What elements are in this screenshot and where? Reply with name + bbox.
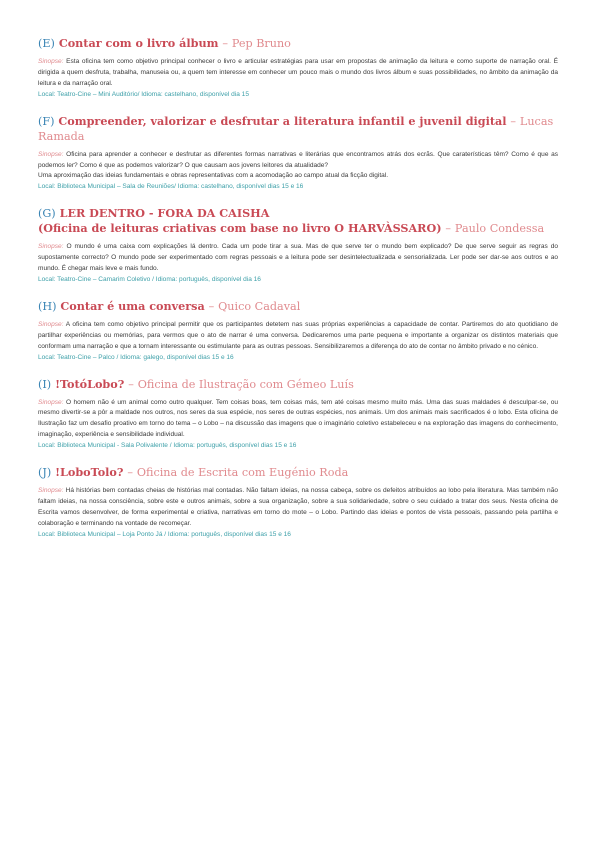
workshop-letter: (J) (38, 466, 52, 480)
workshop-title (38, 206, 558, 236)
workshop-list (38, 36, 558, 554)
workshop-synopsis (38, 57, 558, 90)
workshop-name: LER DENTRO - FORA DA CAISHA (59, 206, 270, 221)
workshop-author: Quico Cadaval (218, 299, 301, 313)
workshop-letter: (I) (38, 377, 52, 391)
workshop-name: Contar com o livro álbum (58, 36, 219, 50)
workshop-i (38, 377, 558, 453)
workshop-location: Local: Teatro-Cine – Mini Auditório/ Idioma: castelhano, disponível dia 15 (38, 90, 249, 98)
workshop-synopsis (38, 398, 558, 442)
workshop-author: Pep Bruno (231, 37, 291, 50)
workshop-title (38, 299, 558, 314)
synopsis-text: Esta oficina tem como objetivo principal conhecer o livro e articular estratégias para usar em propostas de animação da leitura e como suporte de narração oral. É dirigida a quem desfruta, trabalha, manuseia ou, a quem tem interesse em conhecer um pouco mais o mundo dos livros álbum e suas possibilidades, no âmbito da animação da leitura e da narração oral. (38, 58, 558, 87)
workshop-author: Oficina de Ilustração com Gémeo Luís (137, 377, 354, 391)
sinopse-label: Sinopse: (38, 150, 64, 158)
sinopse-label: Sinopse: (38, 320, 64, 328)
workshop-letter: (H) (38, 299, 57, 313)
workshop-location: Local: Biblioteca Municipal – Loja Ponto Já / Idioma: português, disponível dias 15 e 16 (38, 530, 291, 538)
workshop-letter: (F) (38, 114, 55, 128)
workshop-name: !TotóLobo? (55, 376, 125, 391)
title-dash: – (128, 377, 134, 391)
synopsis-text: O mundo é uma caixa com explicações lá dentro. Cada um pode tirar a sua. Mas de que serve ter o mundo bem explicado? De que serve seguir as regras do supostamente correcto? O mundo pode ser experimentado com regras pessoais e a leitura pode ser desintelectualizada e sensorializada. Ler pode ser dar-se aos outros e ao mundo. É chegar mais leve e mais fundo. (38, 243, 558, 273)
workshop-location: Local: Biblioteca Municipal – Sala de Reuniões/ Idioma: castelhano, disponível dias 15 e 16 (38, 183, 304, 191)
workshop-author: Paulo Condessa (454, 222, 545, 236)
title-dash: – (127, 466, 133, 480)
workshop-f (38, 114, 558, 194)
synopsis-text: Oficina para aprender a conhecer e desfrutar as diferentes formas narrativas e literárias que encontramos atrás dos ecrãs. Que caraterísticas têm? Como é que as podemos ler? Como é que as podemos valorizar? O que causam aos jovens leitores da atualidade? (38, 150, 558, 169)
workshop-j (38, 465, 558, 541)
sinopse-label: Sinopse: (38, 398, 64, 406)
workshop-subtitle: (Oficina de leituras criativas com base no livro O HARVÀSSARO) (38, 221, 442, 236)
title-dash: – (510, 114, 517, 128)
workshop-name: !LoboTolo? (55, 465, 124, 480)
workshop-synopsis (38, 486, 558, 530)
workshop-synopsis (38, 150, 558, 172)
workshop-title (38, 36, 558, 51)
sinopse-label: Sinopse: (38, 487, 64, 495)
workshop-author: Lucas Ramada (38, 114, 554, 143)
workshop-h (38, 299, 558, 364)
workshop-title (38, 465, 558, 480)
sinopse-label: Sinopse: (38, 58, 64, 65)
workshop-location: Local: Biblioteca Municipal - Sala Polivalente / Idioma: português, disponível dias 15 e 16 (38, 442, 297, 450)
title-dash: – (445, 222, 452, 236)
workshop-title (38, 377, 558, 392)
workshop-g (38, 206, 558, 286)
workshop-name: Contar é uma conversa (60, 298, 205, 313)
sinopse-label: Sinopse: (38, 243, 64, 251)
workshop-synopsis (38, 242, 558, 275)
workshop-e (38, 36, 558, 101)
workshop-name: Compreender, valorizar e desfrutar a literatura infantil e juvenil digital (58, 113, 507, 128)
workshop-letter: (G) (38, 207, 56, 221)
synopsis-text: Há histórias bem contadas cheias de histórias mal contadas. Não faltam ideias, na nossa cabeça, sobre os defeitos atribuídos ao lobo pela literatura. Mas também não faltam ideias, na nossa consciência, sobre este e outros animais, sobre a sua organização, sobre a sua solidariedade, sobre o seu cuidado a tratar dos seus. Nesta oficina de Escrita vamos desenvolver, de forma experimental e criativa, narrativas em torno do mote – o Lobo. Partindo das ideias e pontos de vista pessoais, passando pela partilha e colaboração e terminando na vontade de recomeçar. (38, 487, 558, 527)
workshop-author: Oficina de Escrita com Eugénio Roda (136, 466, 349, 480)
synopsis-text: O homem não é um animal como outro qualquer. Tem coisas boas, tem coisas más, tem até coisas mesmo muito más. Uma das suas maldades é desculpar-se, ou mesmo divertir-se a pôr a maldade nos outros, nos seres da sua espécie, nos seres de outras espécies, nos animais. Um dos animais mais sacrificados é o lobo. Esta oficina de Ilustração faz um desafio proativo em torno do tema – o Lobo – na discussão das imagens que o imaginário coletivo estabeleceu e na exploração das imagens do conhecimento, imaginação, experiência e sensibilidade individual. (38, 398, 558, 439)
title-dash: – (222, 37, 228, 50)
title-dash: – (208, 299, 215, 313)
workshop-location: Local: Teatro-Cine – Camarim Coletivo / Idioma: português, disponível dia 16 (38, 275, 261, 283)
synopsis-extra: Uma aproximação das ideias fundamentais e obras representativas com a acomodação ao campo atual da ficção digital. (38, 172, 389, 180)
synopsis-text: A oficina tem como objetivo principal permitir que os participantes detetem nas suas próprias experiências a capacidade de contar. Partiremos do ato quotidiano de partilhar experiências ou memórias, para vermos que o ato de narrar é uma conversa. Dedicaremos uma parte pequena e importante a organizar os distintos materiais que conformam uma narração e que a tornam interessante ou estimulante para as outras pessoas. Sensibilizaremos a diferença do ato de contar no âmbito privado e no cénico. (38, 320, 558, 350)
workshop-location: Local: Teatro-Cine – Palco / Idioma: galego, disponível dias 15 e 16 (38, 353, 234, 361)
workshop-letter: (E) (38, 37, 55, 50)
workshop-synopsis (38, 320, 558, 353)
workshop-title (38, 114, 558, 144)
